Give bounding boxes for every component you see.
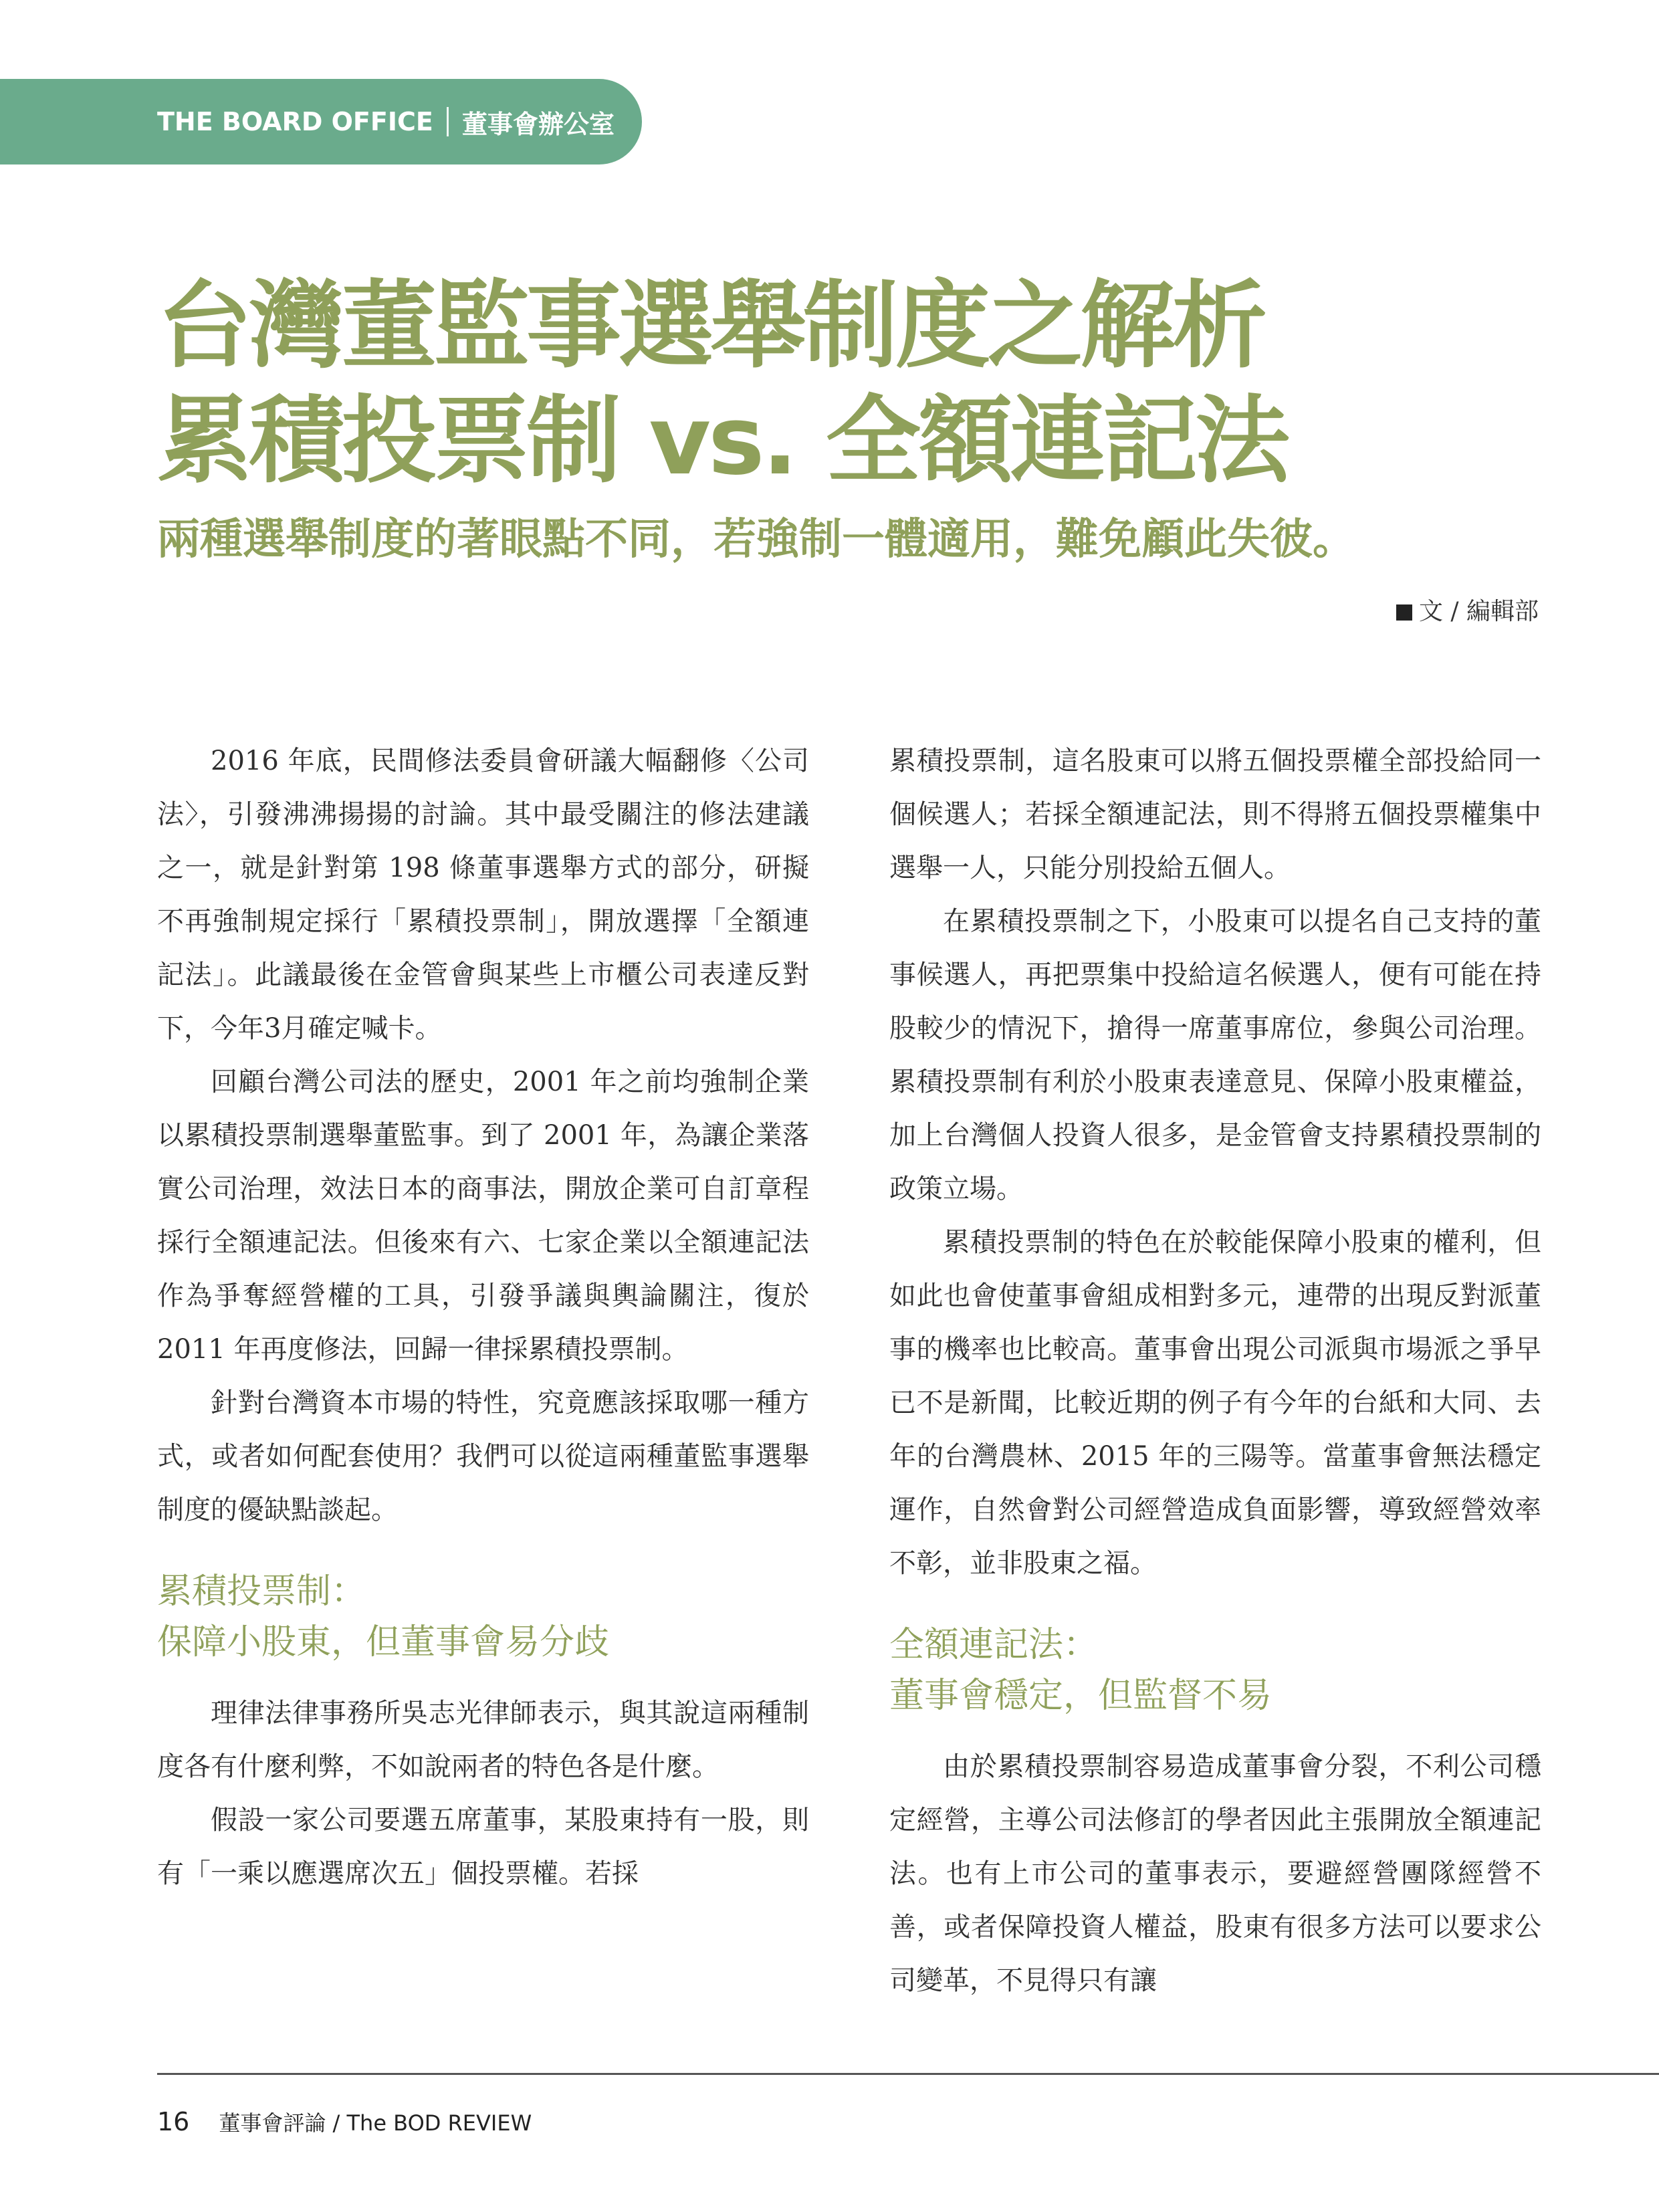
square-bullet-icon [1396, 604, 1412, 621]
paragraph: 回顧台灣公司法的歷史，2001 年之前均強制企業以累積投票制選舉董監事。到了 2001 年，為讓企業落實公司治理，效法日本的商事法，開放企業可自訂章程採行全額連記法。但後來有六、七家企業以全額連記法作為爭奪經營權的工具，引發爭議與輿論關注，復於 2011 年再度修法，回歸一律採累積投票制。 [157, 1067, 809, 1365]
byline [1396, 595, 1539, 629]
heading-line-1: 累積投票制： [157, 1571, 366, 1612]
section-heading [157, 1566, 809, 1668]
paragraph: 2016 年底，民間修法委員會研議大幅翻修〈公司法〉，引發沸沸揚揚的討論。其中最受關注的修法建議之一，就是針對第 198 條董事選舉方式的部分，研擬不再強制規定採行「累積投票制」，開放選擇「全額連記法」。此議最後在金管會與某些上市櫃公司表達反對下，今年3月確定喊卡。 [157, 746, 809, 1044]
section-label-en: THE BOARD OFFICE [157, 107, 433, 136]
footer-rule [157, 2073, 1659, 2075]
paragraph: 在累積投票制之下，小股東可以提名自己支持的董事候選人，再把票集中投給這名候選人，便有可能在持股較少的情況下，搶得一席董事席位，參與公司治理。累積投票制有利於小股東表達意見、保障小股東權益，加上台灣個人投資人很多，是金管會支持累積投票制的政策立場。 [889, 906, 1541, 1204]
left-column [157, 734, 809, 1900]
title-line-2: 累積投票制 vs. 全額連記法 [157, 386, 1287, 496]
right-column [889, 734, 1541, 2007]
heading-line-1: 全額連記法： [889, 1625, 1099, 1665]
paragraph: 假設一家公司要選五席董事，某股東持有一股，則有「一乘以應選席次五」個投票權。若採 [157, 1805, 809, 1889]
paragraph: 理律法律事務所吳志光律師表示，與其說這兩種制度各有什麼利弊，不如說兩者的特色各是什麼。 [157, 1698, 809, 1782]
section-heading [889, 1620, 1541, 1721]
paragraph: 針對台灣資本市場的特性，究竟應該採取哪一種方式，或者如何配套使用？我們可以從這兩種董監事選舉制度的優缺點談起。 [157, 1388, 809, 1525]
heading-line-2: 保障小股東，但董事會易分歧 [157, 1622, 610, 1662]
byline-text: 文 / 編輯部 [1418, 598, 1539, 625]
article-subtitle: 兩種選舉制度的著眼點不同，若強制一體適用，難免顧此失彼。 [157, 515, 1355, 564]
paragraph: 由於累積投票制容易造成董事會分裂，不利公司穩定經營，主導公司法修訂的學者因此主張開放全額連記法。也有上市公司的董事表示，要避經營團隊經營不善，或者保障投資人權益，股東有很多方法可以要求公司變革，不見得只有讓 [889, 1751, 1541, 1996]
paragraph: 累積投票制的特色在於較能保障小股東的權利，但如此也會使董事會組成相對多元，連帶的出現反對派董事的機率也比較高。董事會出現公司派與市場派之爭早已不是新聞，比較近期的例子有今年的台紙和大同、去年的台灣農林、2015 年的三陽等。當董事會無法穩定運作，自然會對公司經營造成負面影響，導致經營效率不彰，並非股東之福。 [889, 1227, 1541, 1579]
paragraph-continued: 累積投票制，這名股東可以將五個投票權全部投給同一個候選人；若採全額連記法，則不得將五個投票權集中選舉一人，只能分別投給五個人。 [889, 746, 1541, 883]
publication-name: 董事會評論 / The BOD REVIEW [219, 2110, 532, 2136]
heading-line-2: 董事會穩定，但監督不易 [889, 1676, 1273, 1716]
page-footer [157, 2105, 532, 2140]
section-divider [447, 107, 449, 136]
article-title [157, 269, 1561, 499]
title-line-1: 台灣董監事選舉制度之解析 [157, 271, 1264, 381]
section-tab [0, 79, 642, 164]
page-number: 16 [157, 2107, 190, 2136]
section-label-zh: 董事會辦公室 [461, 109, 615, 139]
